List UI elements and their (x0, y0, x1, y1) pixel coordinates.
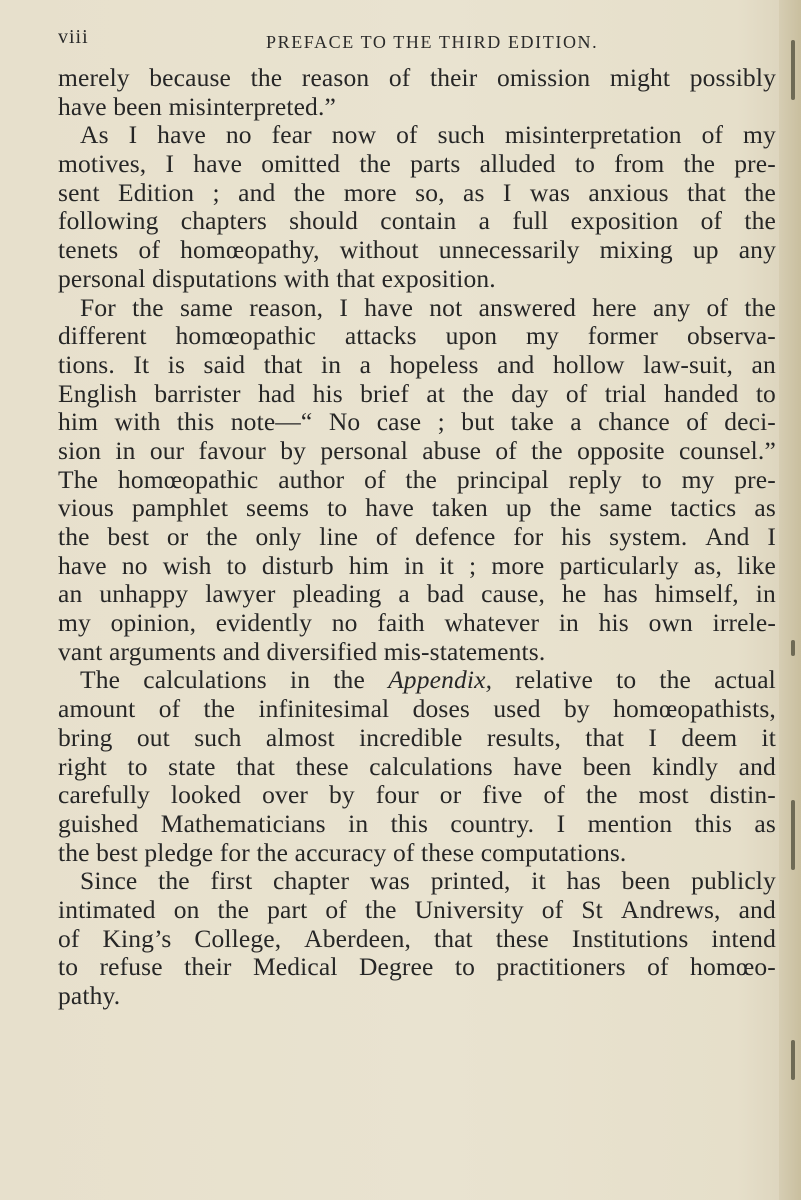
text-line: For the same reason, I have not answered here any of the (80, 292, 776, 322)
text-line: of King’s College, Aberdeen, that these Institutions intend (58, 923, 776, 953)
text-line: Since the first chapter was printed, it has been publicly (80, 866, 776, 896)
text-line: tions. It is said that in a hopeless and hollow law-suit, an (58, 349, 776, 379)
edge-shadow (791, 1040, 795, 1080)
body-text (58, 64, 776, 1011)
text-line: the best pledge for the accuracy of these computations. (58, 837, 627, 867)
text-line: sion in our favour by personal abuse of the opposite counsel.” (58, 435, 776, 465)
text-line: the best or the only line of defence for his system. And I (58, 522, 776, 551)
text-line: English barrister had his brief at the day of trial handed to (58, 378, 776, 408)
text-line: guished Mathematicians in this country. I mention this as (58, 808, 776, 838)
text-line: have no wish to disturb him in it ; more particularly as, like (58, 550, 776, 580)
text-line: tenets of homœopathy, without unnecessarily mixing up any (58, 235, 776, 265)
text-line: motives, I have omitted the parts alluded to from the pre- (58, 149, 776, 179)
text-line: sent Edition ; and the more so, as I was anxious that the (58, 177, 776, 207)
text-line: right to state that these calculations have been kindly and (58, 751, 776, 781)
text-line: amount of the infinitesimal doses used by homœopathists, (58, 694, 776, 724)
text-line: have been misinterpreted.” (58, 91, 336, 121)
text-line: different homœopathic attacks upon my former observa- (58, 321, 776, 351)
text-line: an unhappy lawyer pleading a bad cause, he has himself, in (58, 579, 776, 609)
text-line: The calculations in the Appendix, relative to the actual (80, 665, 776, 695)
page-edge (779, 0, 801, 1200)
text-line: to refuse their Medical Degree to practitioners of homœo- (58, 952, 776, 982)
edge-shadow (791, 40, 795, 100)
text-line: personal disputations with that exposition. (58, 263, 496, 293)
text-line: pathy. (58, 981, 121, 1010)
text-line: following chapters should contain a full exposition of the (58, 206, 776, 236)
page-header (58, 26, 758, 60)
text-line: him with this note—“ No case ; but take a chance of deci- (58, 407, 776, 437)
text-line: my opinion, evidently no faith whatever in his own irrele- (58, 608, 776, 638)
text-line: The homœopathic author of the principal reply to my pre- (58, 464, 776, 494)
page-number: viii (58, 26, 89, 48)
text-line: bring out such almost incredible results, that I deem it (58, 722, 776, 752)
text-line: carefully looked over by four or five of the most distin- (58, 780, 776, 810)
text-line: vious pamphlet seems to have taken up the same tactics as (58, 493, 776, 523)
edge-shadow (791, 640, 795, 656)
text-line: As I have no fear now of such misinterpretation of my (80, 120, 776, 150)
text-line: merely because the reason of their omission might possibly (58, 63, 776, 92)
text-line: intimated on the part of the University of St Andrews, and (58, 894, 776, 924)
edge-shadow (791, 800, 795, 870)
text-line: vant arguments and diversified mis-statements. (58, 636, 546, 666)
running-head: PREFACE TO THE THIRD EDITION. (266, 32, 599, 52)
